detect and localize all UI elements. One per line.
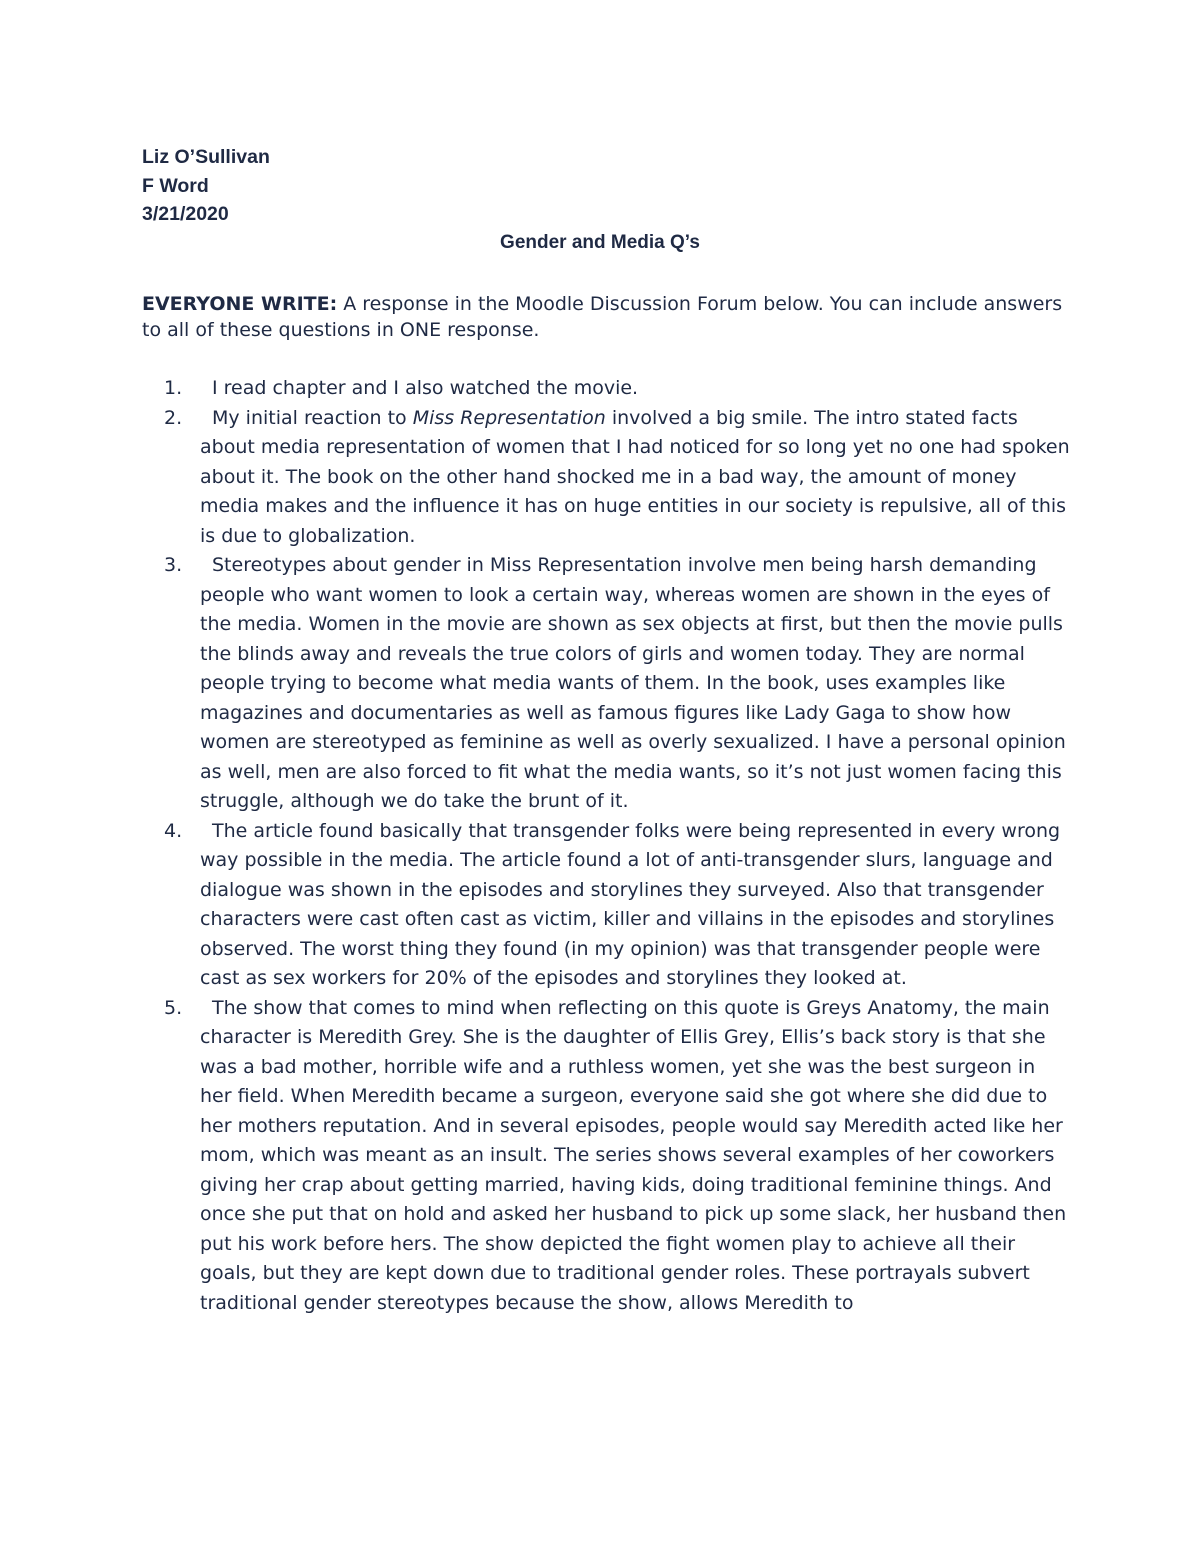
instruction-paragraph [142, 292, 1072, 343]
list-item [142, 551, 1072, 817]
document-date: 3/21/2020 [142, 203, 229, 225]
list-item [142, 817, 1072, 994]
list-item-number: 1. [164, 377, 183, 399]
list-item-text: The article found basically that transgender folks were being represented in every wrong way possible in the media. The article found a lot of anti-transgender slurs, language and dialogue was shown in the episodes and storylines they surveyed. Also that transgender characters were cast often cast as victim, killer and villains in the episodes and storylines observed. The worst thing they found (in my opinion) was that transgender people were cast as sex workers for 20% of the episodes and storylines they looked at. [200, 819, 1061, 989]
list-item [142, 374, 1072, 404]
list-item-number: 3. [164, 554, 183, 576]
list-item-number: 5. [164, 996, 183, 1019]
document-header [142, 143, 270, 229]
list-item-text: I read chapter and I also watched the movie. [212, 377, 639, 399]
film-title-italic: Miss Representation [412, 406, 606, 429]
list-item [142, 404, 1072, 552]
instruction-label: EVERYONE WRITE: [142, 293, 338, 315]
document-title: Gender and Media Q’s [500, 232, 700, 253]
list-item-number: 4. [164, 819, 183, 842]
list-item-text-before: My initial reaction to [212, 406, 413, 429]
list-item-number: 2. [164, 406, 183, 429]
list-item-text: The show that comes to mind when reflecting on this quote is Greys Anatomy, the main character is Meredith Grey. She is the daughter of Ellis Grey, Ellis’s back story is that she was a bad mother, horrible wife and a ruthless women, yet she was the best surgeon in her field. When Meredith became a surgeon, everyone said she got where she did due to her mothers reputation. And in several episodes, people would say Meredith acted like her mom, which was meant as an insult. The series shows several examples of her coworkers giving her crap about getting married, having kids, doing traditional feminine things. And once she put that on hold and asked her husband to pick up some slack, her husband then put his work before hers. The show depicted the fight women play to achieve all their goals, but they are kept down due to traditional gender roles. These portrayals subvert traditional gender stereotypes because the show, allows Meredith to [200, 996, 1067, 1314]
list-item-text-after: involved a big smile. The intro stated facts about media representation of women that I had noticed for so long yet no one had spoken about it. The book on the other hand shocked me in a bad way, the amount of money media makes and the influence it has on huge entities in our society is repulsive, all of this is due to globalization. [200, 406, 1070, 547]
list-item [142, 994, 1072, 1319]
author-name: Liz O’Sullivan [142, 146, 270, 168]
instruction-text: A response in the Moodle Discussion Forum below. You can include answers to all of these questions in ONE response. [142, 293, 1063, 341]
list-item-text: Stereotypes about gender in Miss Representation involve men being harsh demanding people who want women to look a certain way, whereas women are shown in the eyes of the media. Women in the movie are shown as sex objects at first, but then the movie pulls the blinds away and reveals the true colors of girls and women today. They are normal people trying to become what media wants of them. In the book, uses examples like magazines and documentaries as well as famous figures like Lady Gaga to show how women are stereotyped as feminine as well as overly sexualized. I have a personal opinion as well, men are also forced to fit what the media wants, so it’s not just women facing this struggle, although we do take the brunt of it. [200, 554, 1066, 812]
course-name: F Word [142, 174, 209, 197]
answer-list [142, 374, 1072, 1318]
